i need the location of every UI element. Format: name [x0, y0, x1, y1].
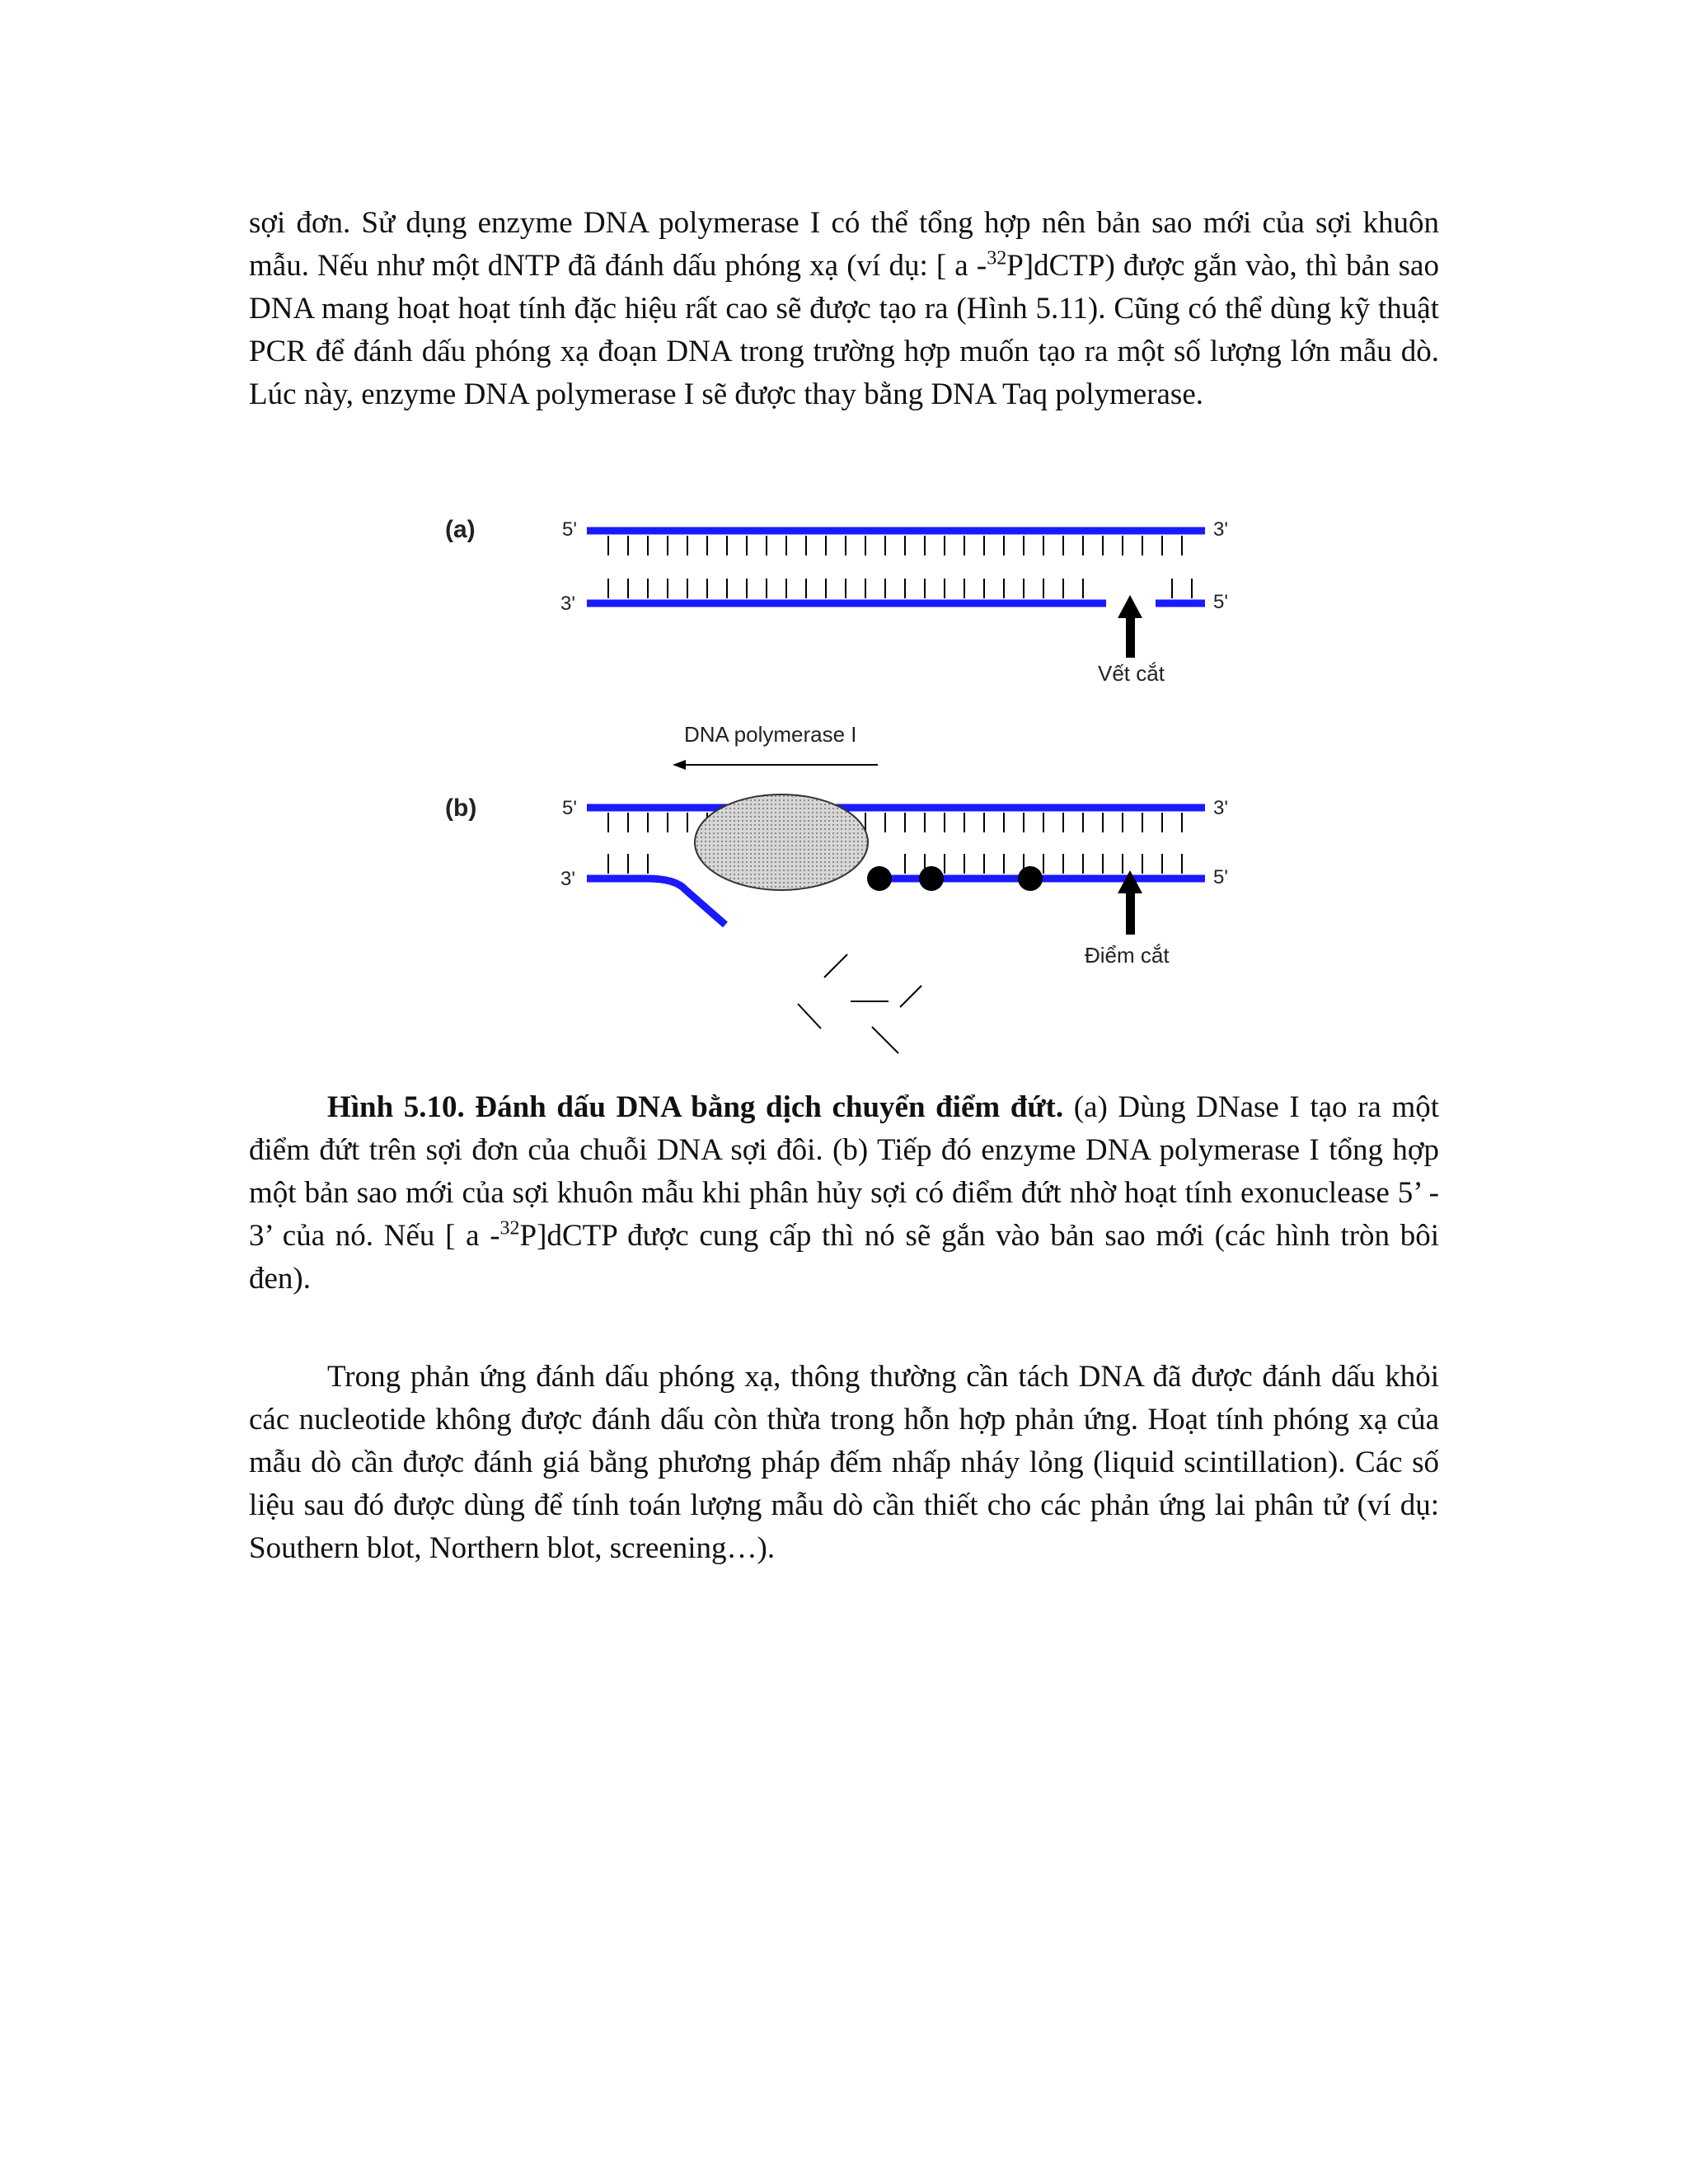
enzyme-direction-arrowhead-icon — [673, 760, 686, 770]
panel-a-top-left-end: 5' — [562, 518, 577, 541]
paragraph-1 — [249, 202, 1439, 416]
paragraph-1-text-a: sợi đơn. Sử dụng enzyme DNA polymerase I có thể tổng hợp nên bản sao mới của sợi khuôn mẫu. Nếu như một dNTP đã đánh dấu phóng xạ (ví dụ: [ a - — [249, 206, 1439, 283]
caption-text-a: (a) Dùng DNase I tạo ra một điểm đứt trên sợi đơn của chuỗi DNA sợi đôi. (b) Tiếp đó enzyme DNA polymerase I tổng hợp một bản sao mới của sợi khuôn mẫu khi phân hủy sợi có điểm đứt nhờ hoạt tính exonuclease 5’ - 3’ của nó. Nếu [ a - — [249, 1090, 1439, 1253]
enzyme-label: DNA polymerase I — [684, 722, 857, 747]
caption-superscript: 32 — [499, 1217, 520, 1240]
panel-a-label: (a) — [445, 516, 476, 543]
labeled-nucleotide-dot — [1018, 866, 1043, 891]
caption-text-b: P]dCTP được cung cấp thì nó sẽ gắn vào bản sao mới (các hình tròn bôi đen). — [249, 1219, 1439, 1296]
nick-arrow-icon — [1118, 595, 1142, 658]
panel-b-top-left-end: 5' — [562, 797, 577, 819]
panel-a-top-base-ticks — [608, 536, 1182, 555]
panel-a-arrow-label: Vết cắt — [1098, 661, 1165, 686]
degraded-nucleotide-fragments — [798, 954, 921, 1053]
displaced-strand — [587, 879, 725, 925]
panel-b-arrow-label: Điểm cắt — [1085, 943, 1170, 968]
nick-translation-figure — [429, 503, 1253, 1063]
labeled-nucleotide-dot — [867, 866, 892, 891]
panel-a-bottom-base-ticks — [608, 579, 1192, 598]
caption-title: Hình 5.10. Đánh dấu DNA bằng dịch chuyển điểm đứt. — [327, 1090, 1064, 1124]
isotope-superscript: 32 — [987, 247, 1007, 269]
dna-polymerase-enzyme — [695, 794, 868, 890]
panel-b-bottom-right-end: 5' — [1213, 866, 1228, 888]
panel-a-bottom-left-end: 3' — [560, 593, 575, 615]
panel-b-top-base-ticks — [608, 813, 1182, 832]
panel-b-bottom-base-ticks — [608, 854, 1182, 874]
paragraph-2: Trong phản ứng đánh dấu phóng xạ, thông thường cần tách DNA đã được đánh dấu khỏi các nucleotide không được đánh dấu còn thừa trong hỗn hợp phản ứng. Hoạt tính phóng xạ của mẫu dò cần được đánh giá bằng phương pháp đếm nhấp nháy lỏng (liquid scintillation). Các số liệu sau đó được dùng để tính toán lượng mẫu dò cần thiết cho các phản ứng lai phân tử (ví dụ: Southern blot, Northern blot, screening…). — [249, 1360, 1439, 1565]
labeled-nucleotide-dot — [919, 866, 944, 891]
panel-a-bottom-right-end: 5' — [1213, 591, 1228, 613]
panel-a-top-right-end: 3' — [1213, 518, 1228, 541]
paragraph-1-text-b: P]dCTP) được gắn vào, thì bản sao DNA mang hoạt hoạt tính đặc hiệu rất cao sẽ được tạo ra (Hình 5.11). Cũng có thể dùng kỹ thuật PCR để đánh dấu phóng xạ đoạn DNA trong trường hợp muốn tạo ra một số lượng lớn mẫu dò. Lúc này, enzyme DNA polymerase I sẽ được thay bằng DNA Taq polymerase. — [249, 249, 1439, 411]
panel-b-bottom-left-end: 3' — [560, 868, 575, 890]
figure-caption — [249, 1086, 1439, 1301]
panel-b-label: (b) — [445, 794, 477, 822]
panel-b-top-right-end: 3' — [1213, 797, 1228, 819]
